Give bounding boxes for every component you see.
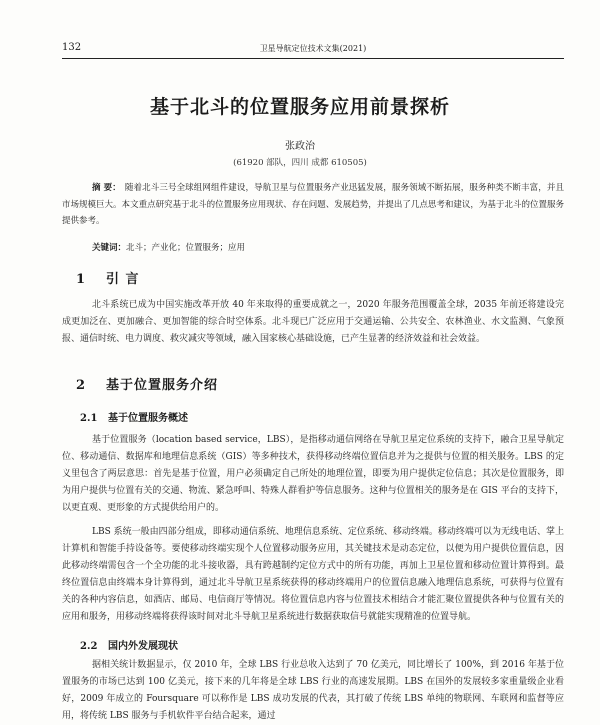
- keywords-label: 关键词：: [92, 243, 127, 253]
- abstract: [62, 180, 564, 230]
- section-number: 2: [76, 378, 87, 393]
- running-header: [62, 40, 564, 59]
- abstract-label: 摘 要：: [92, 183, 121, 193]
- keywords-text: 北斗；产业化；位置服务；应用: [126, 243, 246, 253]
- keywords: [92, 241, 564, 253]
- section-heading-2: [76, 374, 218, 393]
- paper-title: 基于北斗的位置服务应用前景探析: [149, 96, 450, 118]
- subsection-number: 2.1: [80, 413, 98, 424]
- subsection-number: 2.2: [80, 641, 98, 652]
- subsection-title: 国内外发展现状: [108, 641, 178, 652]
- paragraph: LBS 系统一般由四部分组成，即移动通信系统、地理信息系统、定位系统、移动终端。移动终端可以为无线电话、掌上计算机和智能手持设备等。要使移动终端实现个人位置移动服务应用，其关键技术是动态定位，以便为用户提供位置信息，因此移动终端需包含一个全功能的北斗接收器，具有跨越制约定位方式中的所有功能，再加上卫星位置和移动位置计算得到。最终位置信息由终端本身计算得到，通过北斗导航卫星系统获得的移动终端用户的位置信息融入地理信息系统，可获得与位置有关的各种内容信息，如酒店、邮局、电信商厅等情况。将位置信息内容与位置技术相结合才能汇聚位置提供各种与位置有关的应用和服务，用移动终端将获得该时间对北斗导航卫星系统进行数据获取信号就能实现精准的位置导航。: [62, 527, 564, 622]
- section-title: 引 言: [106, 272, 140, 287]
- abstract-text: 随着北斗三号全球组网组件建设，导航卫星与位置服务产业迅猛发展，服务领域不断拓展，服务种类不断丰富，并且市场规模巨大。本文重点研究基于北斗的位置服务应用现状、存在问题、发展趋势，并提出了几点思考和建议，为基于北斗的位置服务提供参考。: [62, 183, 564, 226]
- page-number: 132: [62, 42, 82, 53]
- section-number: 1: [76, 272, 87, 287]
- subsection-title: 基于位置服务概述: [108, 413, 188, 424]
- paragraph: 北斗系统已成为中国实施改革开放 40 年来取得的重要成就之一，2020 年服务范围覆盖全球，2035 年前还将建设完成更加泛在、更加融合、更加智能的综合时空体系。北斗现已广泛应用于交通运输、公共安全、农林渔业、水文监测、气象预报、通信时统、电力调度、救灾减灾等领域，融入国家核心基础设施，已产生显著的经济效益和社会效益。: [62, 300, 564, 344]
- section-title: 基于位置服务介绍: [106, 378, 219, 393]
- author-affiliation: (61920 部队，四川 成都 610505): [233, 158, 367, 168]
- journal-name: 卫星导航定位技术文集(2021): [259, 44, 367, 53]
- subsection-heading-2-2: [80, 637, 178, 652]
- paragraph: 基于位置服务（location based service，LBS），是指移动通信网络在导航卫星定位系统的支持下，融合卫星导航定位、移动通信、数据库和地理信息系统（GIS）等多种技术，获得移动终端位置信息并为之提供与位置的相关服务。LBS 的定义里包含了两层意思：首先是基于位置，用户必须确定自己所处的地理位置，即要为用户提供定位信息；其次是位置服务，即为用户提供与位置有关的交通、物流、紧急呼叫、特殊人群看护等信息服务。这种与位置相关的服务是在 GIS 平台的支持下，以更直观、更形象的方式提供给用户的。: [62, 435, 564, 513]
- subsection-heading-2-1: [80, 409, 188, 424]
- section-heading-1: [76, 268, 140, 287]
- paragraph: 据相关统计数据显示，仅 2010 年，全球 LBS 行业总收入达到了 70 亿美元，同比增长了 100%，到 2016 年基于位置服务的市场已达到 100 亿美元，接下来的几年将是全球 LBS 行业的高速发展期。LBS 在国外的发展较多家重量级企业看好，2009 年成立的 Foursquare 可以称作是 LBS 成功发展的代表，其打破了传统 LBS 单纯的物联网、车联网和监督等应用，将传统 LBS 服务与手机软件平台结合起来，通过: [62, 660, 564, 721]
- author-name: 张政治: [285, 141, 315, 152]
